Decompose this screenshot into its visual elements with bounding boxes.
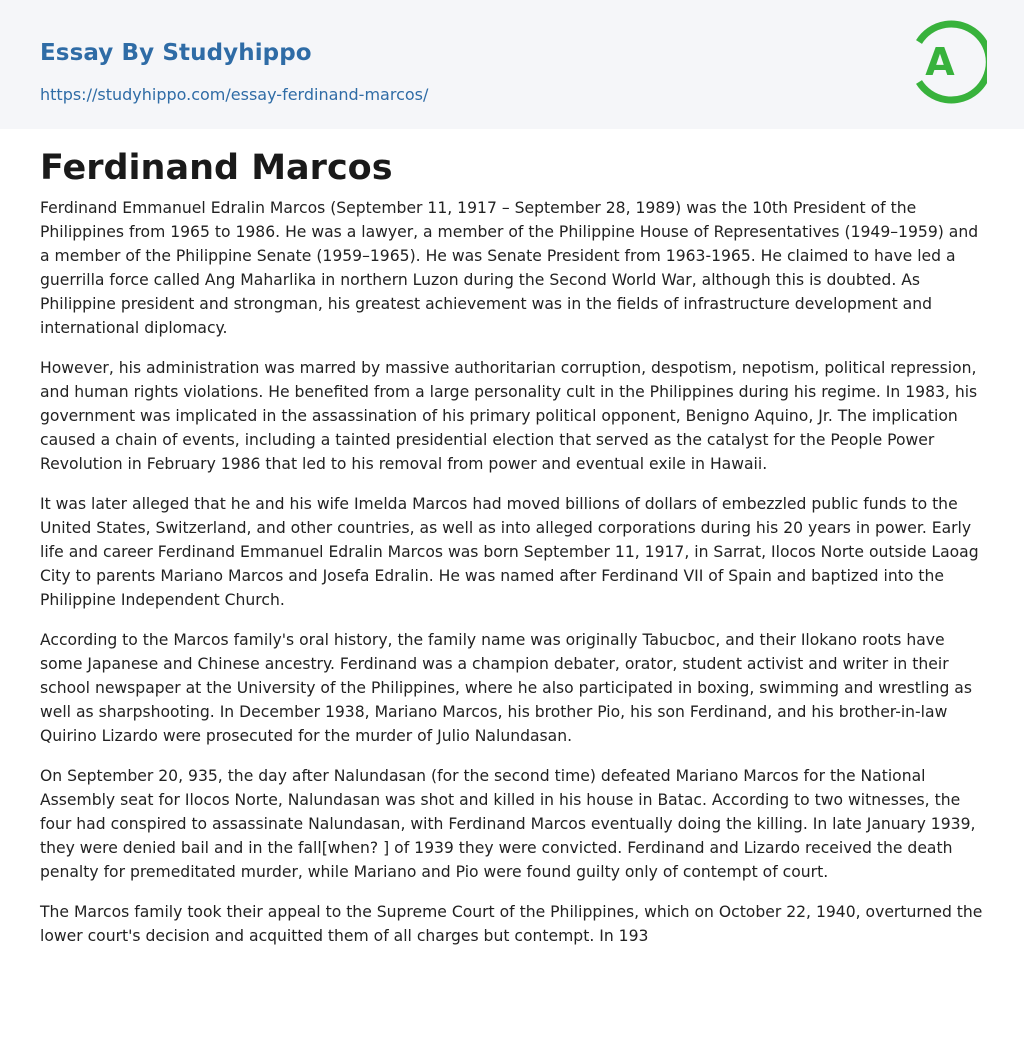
article-paragraph: It was later alleged that he and his wife Imelda Marcos had moved billions of dollars of embezzled public funds to the United States, Switzerland, and other countries, as well as into alleged corporations during his 20 years in power. Early life and career Ferdinand Emmanuel Edralin Marcos was born September 11, 1917, in Sarrat, Ilocos Norte outside Laoag City to parents Mariano Marcos and Josefa Edralin. He was named after Ferdinand VII of Spain and baptized into the Philippine Independent Church.: [40, 495, 979, 609]
site-brand-title[interactable]: Essay By Studyhippo: [40, 40, 312, 66]
article: [40, 145, 990, 964]
article-paragraph: The Marcos family took their appeal to the Supreme Court of the Philippines, which on October 22, 1940, overturned the lower court's decision and acquitted them of all charges but contempt. In 193: [40, 903, 983, 945]
logo-letter: A: [925, 40, 955, 84]
article-paragraph: However, his administration was marred by massive authoritarian corruption, despotism, nepotism, political repression, and human rights violations. He benefited from a large personality cult in the Philippines during his regime. In 1983, his government was implicated in the assassination of his primary political opponent, Benigno Aquino, Jr. The implication caused a chain of events, including a tainted presidential election that served as the catalyst for the People Power Revolution in February 1986 that led to his removal from power and eventual exile in Hawaii.: [40, 359, 978, 473]
article-paragraph: On September 20, 935, the day after Nalundasan (for the second time) defeated Mariano Marcos for the National Assembly seat for Ilocos Norte, Nalundasan was shot and killed in his house in Batac. According to two witnesses, the four had conspired to assassinate Nalundasan, with Ferdinand Marcos eventually doing the killing. In late January 1939, they were denied bail and in the fall[when? ] of 1939 they were convicted. Ferdinand and Lizardo received the death penalty for premeditated murder, while Mariano and Pio were found guilty only of contempt of court.: [40, 767, 976, 881]
logo-ring-icon: [911, 18, 987, 106]
article-url-link[interactable]: https://studyhippo.com/essay-ferdinand-marcos/: [40, 85, 429, 104]
site-header: [0, 0, 1024, 129]
article-title: Ferdinand Marcos: [40, 148, 393, 188]
article-paragraph: According to the Marcos family's oral history, the family name was originally Tabucboc, and their Ilokano roots have some Japanese and Chinese ancestry. Ferdinand was a champion debater, orator, student activist and writer in their school newspaper at the University of the Philippines, where he also participated in boxing, swimming and wrestling as well as sharpshooting. In December 1938, Mariano Marcos, his brother Pio, his son Ferdinand, and his brother-in-law Quirino Lizardo were prosecuted for the murder of Julio Nalundasan.: [40, 631, 972, 745]
article-paragraph: Ferdinand Emmanuel Edralin Marcos (September 11, 1917 – September 28, 1989) was the 10th President of the Philippines from 1965 to 1986. He was a lawyer, a member of the Philippine House of Representatives (1949–1959) and a member of the Philippine Senate (1959–1965). He was Senate President from 1963-1965. He claimed to have led a guerrilla force called Ang Maharlika in northern Luzon during the Second World War, although this is doubted. As Philippine president and strongman, his greatest achievement was in the fields of infrastructure development and international diplomacy.: [40, 199, 979, 337]
studyhippo-logo[interactable]: [911, 18, 987, 106]
